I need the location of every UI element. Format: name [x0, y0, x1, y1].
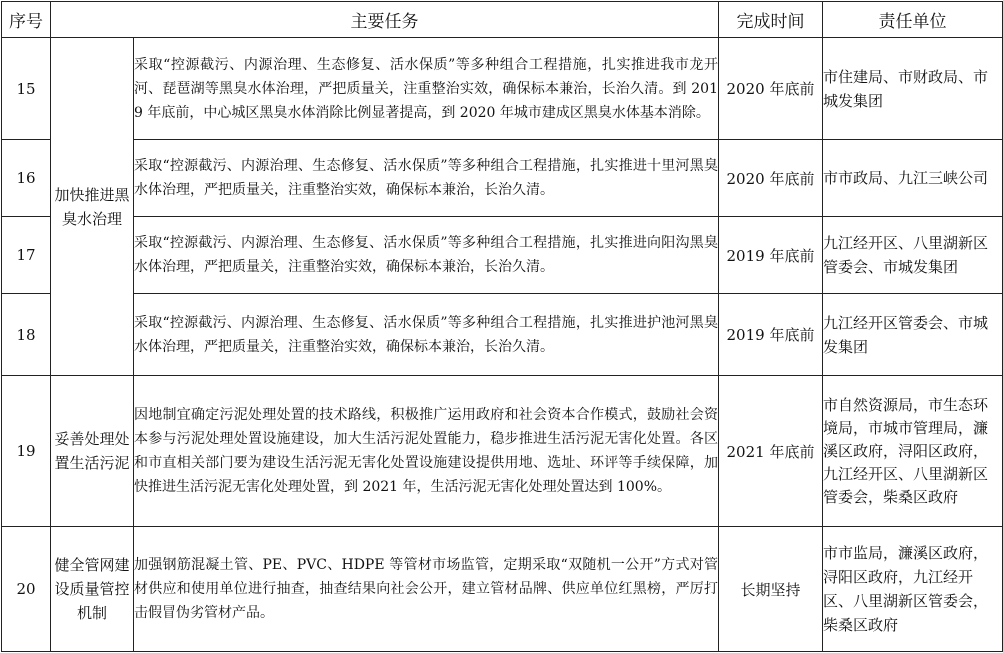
- header-task: 主要任务: [51, 2, 719, 38]
- row-time: 2019 年底前: [719, 217, 823, 294]
- row-num: 17: [2, 217, 51, 294]
- header-row: [2, 2, 1003, 38]
- group-black-odorous: 加快推进黑臭水治理: [51, 38, 134, 376]
- table-row: [2, 376, 1003, 527]
- row-unit: 市市监局，濂溪区政府，浔阳区政府，九江经开区、八里湖新区管委会，柴桑区政府: [823, 527, 1003, 652]
- row-unit: 市住建局、市财政局、市城发集团: [823, 38, 1003, 140]
- row-task: 采取“控源截污、内源治理、生态修复、活水保质”等多种组合工程措施，扎实推进十里河黑臭水体治理，严把质量关，注重整治实效，确保标本兼治，长治久清。: [134, 140, 719, 217]
- row-task: 采取“控源截污、内源治理、生态修复、活水保质”等多种组合工程措施，扎实推进我市龙开河、琵琶湖等黑臭水体治理，严把质量关，注重整治实效，确保标本兼治，长治久清。到 2019 年底前，中心城区黑臭水体消除比例显著提高，到 2020 年城市建成区黑臭水体基本消除。: [134, 38, 719, 140]
- row-time: 2021 年底前: [719, 376, 823, 527]
- header-num: 序号: [2, 2, 51, 38]
- table-row: [2, 527, 1003, 652]
- row-task: 加强钢筋混凝土管、PE、PVC、HDPE 等管材市场监管，定期采取“双随机一公开”方式对管材供应和使用单位进行抽查，抽查结果向社会公开，建立管材品牌、供应单位红黑榜，严厉打击假冒伪劣管材产品。: [134, 527, 719, 652]
- table-row: [2, 38, 1003, 140]
- row-num: 20: [2, 527, 51, 652]
- header-unit: 责任单位: [823, 2, 1003, 38]
- group-sludge: 妥善处理处置生活污泥: [51, 376, 134, 527]
- row-task: 因地制宜确定污泥处理处置的技术路线，积极推广运用政府和社会资本合作模式，鼓励社会资本参与污泥处理处置设施建设，加大生活污泥处置能力，稳步推进生活污泥无害化处置。各区和市直相关部门要为建设生活污泥无害化处置设施建设提供用地、选址、环评等手续保障，加快推进生活污泥无害化处理处置，到 2021 年，生活污泥无害化处理处置达到 100%。: [134, 376, 719, 527]
- table-row: [2, 217, 1003, 294]
- row-time: 2020 年底前: [719, 38, 823, 140]
- row-time: 2019 年底前: [719, 294, 823, 376]
- row-unit: 九江经开区管委会、市城发集团: [823, 294, 1003, 376]
- row-unit: 九江经开区、八里湖新区管委会、市城发集团: [823, 217, 1003, 294]
- table-row: [2, 140, 1003, 217]
- row-num: 18: [2, 294, 51, 376]
- task-table: [1, 1, 1003, 652]
- row-unit: 市市政局、九江三峡公司: [823, 140, 1003, 217]
- row-time: 长期坚持: [719, 527, 823, 652]
- group-pipe: 健全管网建设质量管控机制: [51, 527, 134, 652]
- row-time: 2020 年底前: [719, 140, 823, 217]
- row-num: 16: [2, 140, 51, 217]
- row-num: 19: [2, 376, 51, 527]
- header-time: 完成时间: [719, 2, 823, 38]
- row-task: 采取“控源截污、内源治理、生态修复、活水保质”等多种组合工程措施，扎实推进护池河黑臭水体治理，严把质量关，注重整治实效，确保标本兼治，长治久清。: [134, 294, 719, 376]
- table-row: [2, 294, 1003, 376]
- row-unit: 市自然资源局，市生态环境局，市城市管理局，濂溪区政府，浔阳区政府，九江经开区、八里湖新区管委会，柴桑区政府: [823, 376, 1003, 527]
- row-num: 15: [2, 38, 51, 140]
- row-task: 采取“控源截污、内源治理、生态修复、活水保质”等多种组合工程措施，扎实推进向阳沟黑臭水体治理，严把质量关，注重整治实效，确保标本兼治，长治久清。: [134, 217, 719, 294]
